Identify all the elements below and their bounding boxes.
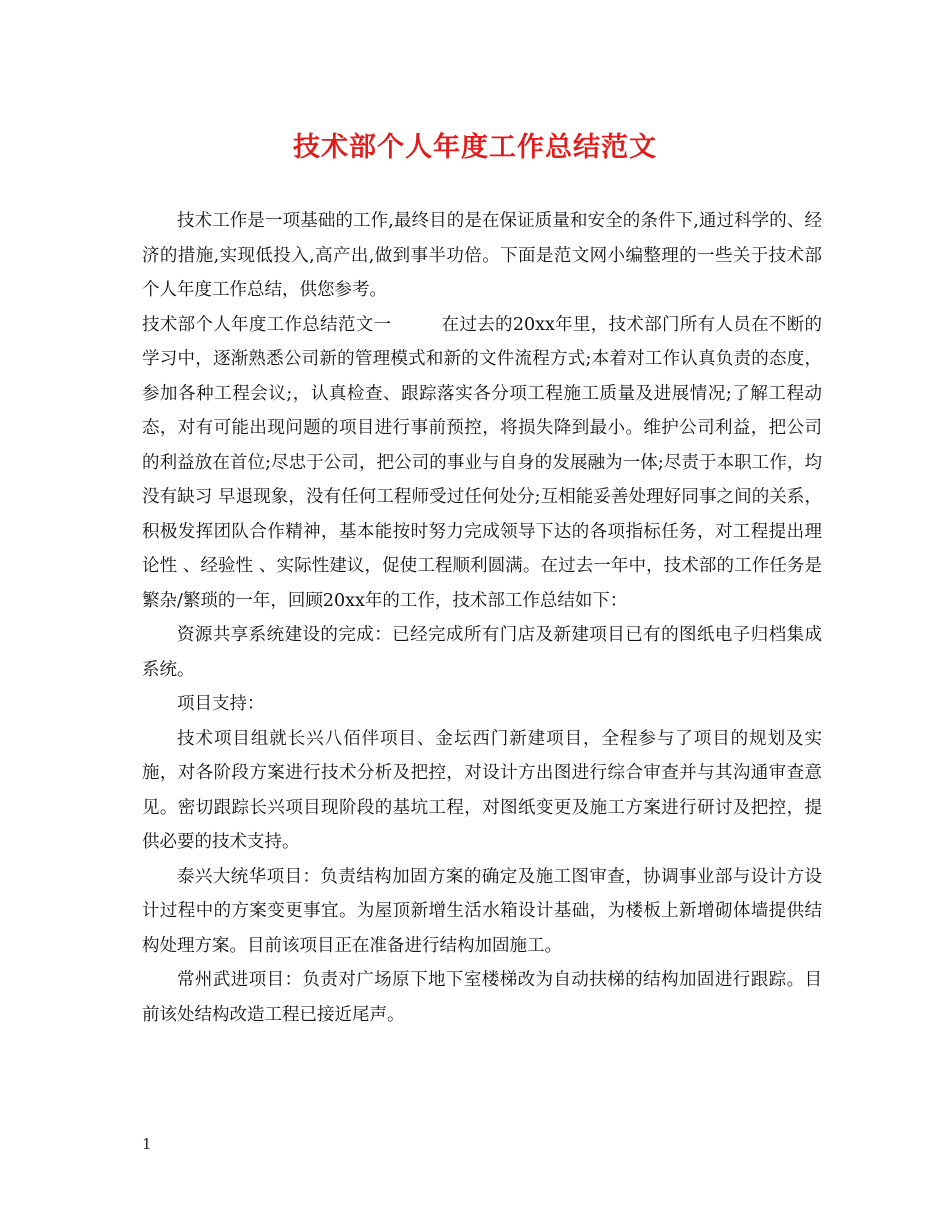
- document-title: 技术部个人年度工作总结范文: [293, 132, 657, 163]
- intro-paragraph: 技术工作是一项基础的工作,最终目的是在保证质量和安全的条件下,通过科学的、经济的措施,实现低投入,高产出,做到事半功倍。下面是范文网小编整理的一些关于技术部个人年度工作总结，供您参考。: [142, 211, 822, 300]
- changzhou-project-paragraph: 常州武进项目：负责对广场原下地下室楼梯改为自动扶梯的结构加固进行跟踪。目前该处结构改造工程已接近尾声。: [142, 970, 822, 1025]
- page-number: 1: [142, 1135, 152, 1153]
- tech-project-paragraph: 技术项目组就长兴八佰伴项目、金坛西门新建项目，全程参与了项目的规划及实施，对各阶段方案进行技术分析及把控，对设计方出图进行综合审查并与其沟通审查意见。密切跟踪长兴项目现阶段的基坑工程，对图纸变更及施工方案进行研讨及把控，提供必要的技术支持。: [142, 728, 822, 852]
- document-body: [142, 204, 822, 1032]
- taixing-project-paragraph: 泰兴大统华项目：负责结构加固方案的确定及施工图审查，协调事业部与设计方设计过程中的方案变更事宜。为屋顶新增生活水箱设计基础，为楼板上新增砌体墙提供结构处理方案。目前该项目正在准备进行结构加固施工。: [142, 866, 822, 956]
- project-support-heading: 项目支持：: [177, 694, 265, 714]
- resource-sharing-paragraph: 资源共享系统建设的完成：已经完成所有门店及新建项目已有的图纸电子归档集成系统。: [142, 625, 822, 680]
- section-paragraph: [142, 308, 822, 619]
- section-body: 在过去的20xx年里，技术部门所有人员在不断的学习中，逐渐熟悉公司新的管理模式和新的文件流程方式;本着对工作认真负责的态度，参加各种工程会议;，认真检查、跟踪落实各分项工程施工质量及进展情况;了解工程动态，对有可能出现问题的项目进行事前预控，将损失降到最小。维护公司利益，把公司的利益放在首位;尽忠于公司，把公司的事业与自身的发展融为一体;尽责于本职工作，均没有缺习 早退现象，没有任何工程师受过任何处分;互相能妥善处理好同事之间的关系，积极发挥团队合作精神，基本能按时努力完成领导下达的各项指标任务，对工程提出理论性 、经验性 、实际性建议，促使工程顺利圆满。在过去一年中，技术部的工作任务是繁杂/繁琐的一年，回顾20xx年的工作，技术部工作总结如下：: [142, 314, 823, 611]
- section-heading: 技术部个人年度工作总结范文一: [142, 314, 392, 335]
